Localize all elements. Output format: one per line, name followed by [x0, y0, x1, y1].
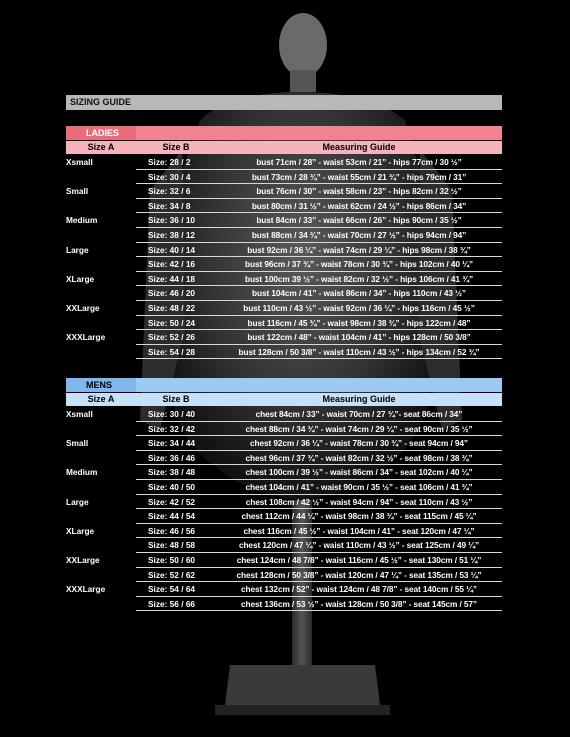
measuring-guide-cell: chest 128cm / 50 3/8” - waist 120cm / 47 ¼” - seat 135cm / 53 ¼”	[236, 569, 482, 580]
size-b-cell: Size: 30 / 4	[148, 171, 191, 182]
table-row	[66, 407, 502, 422]
measuring-guide-cell: bust 128cm / 50 3/8” - waist 110cm / 43 ½” - hips 134cm / 52 ¾”	[238, 346, 480, 357]
size-a-cell: Large	[66, 496, 89, 507]
size-b-cell: Size: 38 / 48	[148, 467, 196, 478]
table-row	[66, 184, 502, 199]
size-b-cell: Size: 42 / 16	[148, 259, 196, 270]
size-b-cell: Size: 42 / 52	[148, 496, 196, 507]
size-a-cell: Small	[66, 186, 89, 197]
measuring-guide-cell: chest 136cm / 53 ½” - waist 128cm / 50 3/8” - seat 145cm / 57”	[241, 598, 477, 609]
measuring-guide-cell: bust 122cm / 48” - waist 104cm / 41” - hips 128cm / 50 3/8”	[247, 332, 471, 343]
size-a-cell: Medium	[66, 467, 98, 478]
table-row	[66, 582, 502, 597]
table-row	[66, 330, 502, 345]
size-a-cell: Xsmall	[66, 409, 93, 419]
table-row	[66, 568, 502, 583]
size-b-cell: Size: 36 / 46	[148, 452, 196, 463]
table-row	[66, 553, 502, 568]
table-row	[66, 243, 502, 258]
size-a-cell: Small	[66, 438, 89, 449]
measuring-guide-cell: chest 132cm / 52” - waist 124cm / 48 7/8” - seat 140cm / 55 ¼”	[241, 584, 477, 595]
measuring-guide-cell: chest 116cm / 45 ½” - waist 104cm / 41” - seat 120cm / 47 ¼”	[243, 525, 475, 536]
size-b-cell: Size: 44 / 18	[148, 273, 196, 284]
measuring-guide-cell: chest 112cm / 44 ¼” - waist 98cm / 38 ¾” - seat 115cm / 45 ¼”	[241, 511, 477, 522]
table-row	[66, 155, 502, 170]
header-size-a: Size A	[87, 142, 115, 152]
table-row	[66, 495, 502, 510]
table-row	[66, 480, 502, 495]
measuring-guide-cell: chest 120cm / 47 ¼” - waist 110cm / 43 ½” - seat 125cm / 49 ¼”	[238, 540, 480, 551]
size-b-cell: Size: 30 / 40	[148, 409, 196, 419]
size-b-cell: Size: 28 / 2	[148, 157, 191, 167]
size-b-cell: Size: 32 / 42	[148, 423, 196, 434]
measuring-guide-cell: bust 76cm / 30” - waist 58cm / 23” - hips 82cm / 32 ½”	[256, 186, 462, 197]
table-row	[66, 228, 502, 243]
size-b-cell: Size: 32 / 6	[148, 186, 191, 197]
measuring-guide-cell: chest 84cm / 33” - waist 70cm / 27 ¾”- seat 86cm / 34”	[255, 409, 463, 419]
table-row	[66, 422, 502, 437]
row-divider	[136, 358, 502, 359]
size-b-cell: Size: 46 / 20	[148, 288, 196, 299]
measuring-guide-cell: chest 104cm / 41” - waist 90cm / 35 ½” - seat 106cm / 41 ¾”	[245, 482, 473, 492]
measuring-guide-cell: chest 100cm / 39 ½” - waist 86cm / 34” - seat 102cm / 40 ¼”	[245, 467, 473, 478]
size-b-cell: Size: 46 / 56	[148, 525, 196, 536]
header-size-a: Size A	[87, 394, 115, 404]
size-a-cell: XXXLarge	[66, 332, 106, 343]
measuring-guide-cell: bust 110cm / 43 ½” - waist 92cm / 36 ¼” - hips 116cm / 45 ½”	[243, 303, 475, 313]
row-divider	[136, 610, 502, 611]
mens-table-header	[66, 393, 502, 406]
table-row	[66, 170, 502, 185]
measuring-guide-cell: bust 116cm / 45 ¾” - waist 98cm / 38 ¾” - hips 122cm / 48”	[247, 317, 471, 328]
size-a-cell: Large	[66, 244, 89, 255]
measuring-guide-cell: bust 84cm / 33” - waist 66cm / 26” - hips 90cm / 35 ½”	[256, 215, 462, 226]
size-a-cell: XLarge	[66, 273, 95, 284]
size-b-cell: Size: 40 / 50	[148, 482, 196, 492]
size-a-cell: XXLarge	[66, 303, 100, 313]
size-b-cell: Size: 36 / 10	[148, 215, 196, 226]
size-b-cell: Size: 34 / 8	[148, 200, 191, 211]
size-b-cell: Size: 34 / 44	[148, 438, 196, 449]
ladies-section-label: LADIES	[86, 128, 120, 138]
table-row	[66, 257, 502, 272]
size-b-cell: Size: 56 / 66	[148, 598, 196, 609]
table-row	[66, 436, 502, 451]
size-b-cell: Size: 54 / 28	[148, 346, 196, 357]
size-b-cell: Size: 54 / 64	[148, 584, 196, 595]
table-row	[66, 509, 502, 524]
ladies-section-bar	[66, 126, 502, 140]
measuring-guide-cell: bust 104cm / 41” - waist 86cm / 34” - hips 110cm / 43 ½”	[252, 288, 466, 299]
size-b-cell: Size: 38 / 12	[148, 230, 196, 240]
table-row	[66, 451, 502, 466]
size-b-cell: Size: 52 / 26	[148, 332, 196, 343]
size-a-cell: Medium	[66, 215, 98, 226]
measuring-guide-cell: chest 108cm / 42 ½” - waist 94cm / 94” - seat 110cm / 43 ½”	[245, 496, 473, 507]
measuring-guide-cell: bust 73cm / 28 ¾” - waist 55cm / 21 ¾” - hips 79cm / 31”	[251, 171, 467, 182]
measuring-guide-cell: bust 96cm / 37 ¾” - waist 78cm / 30 ¾” - hips 102cm / 40 ¼”	[245, 259, 473, 270]
mens-section-bar	[66, 378, 502, 392]
header-size-b: Size B	[162, 394, 190, 404]
mens-section-label: MENS	[86, 380, 113, 390]
measuring-guide-cell: bust 88cm / 34 ¾” - waist 70cm / 27 ½” - hips 94cm / 94”	[251, 230, 467, 240]
size-a-cell: XXXLarge	[66, 584, 106, 595]
table-row	[66, 538, 502, 553]
size-b-cell: Size: 50 / 24	[148, 317, 196, 328]
table-row	[66, 301, 502, 316]
size-b-cell: Size: 48 / 22	[148, 303, 196, 313]
table-row	[66, 286, 502, 301]
header-measuring-guide: Measuring Guide	[322, 394, 396, 404]
table-row	[66, 213, 502, 228]
size-a-cell: XLarge	[66, 525, 95, 536]
sizing-guide-title: SIZING GUIDE	[66, 95, 502, 110]
measuring-guide-cell: bust 92cm / 36 ¼” - waist 74cm / 29 ¼” - hips 98cm / 38 ¾”	[247, 244, 471, 255]
table-row	[66, 345, 502, 360]
measuring-guide-cell: chest 96cm / 37 ¾” - waist 82cm / 32 ½” - seat 98cm / 38 ¾”	[245, 452, 473, 463]
table-row	[66, 199, 502, 214]
measuring-guide-cell: chest 88cm / 34 ¾” - waist 74cm / 29 ¼” - seat 90cm / 35 ½”	[245, 423, 473, 434]
table-row	[66, 465, 502, 480]
measuring-guide-cell: chest 92cm / 36 ¼” - waist 78cm / 30 ¾” - seat 94cm / 94”	[250, 438, 468, 449]
size-b-cell: Size: 40 / 14	[148, 244, 196, 255]
size-b-cell: Size: 44 / 54	[148, 511, 196, 522]
size-a-cell: Xsmall	[66, 157, 93, 167]
size-b-cell: Size: 48 / 58	[148, 540, 196, 551]
table-row	[66, 316, 502, 331]
size-b-cell: Size: 52 / 62	[148, 569, 196, 580]
measuring-guide-cell: bust 71cm / 28” - waist 53cm / 21” - hips 77cm / 30 ½”	[256, 157, 462, 167]
table-row	[66, 597, 502, 612]
table-row	[66, 524, 502, 539]
size-a-cell: XXLarge	[66, 555, 100, 565]
table-row	[66, 272, 502, 287]
measuring-guide-cell: bust 100cm 39 ½” - waist 82cm / 32 ½” - hips 106cm / 41 ¾”	[244, 273, 473, 284]
measuring-guide-cell: chest 124cm / 48 7/8” - waist 116cm / 45 ½” - seat 130cm / 51 ¼”	[236, 555, 482, 565]
measuring-guide-cell: bust 80cm / 31 ½” - waist 62cm / 24 ½” - hips 86cm / 34”	[251, 200, 467, 211]
header-measuring-guide: Measuring Guide	[322, 142, 396, 152]
header-size-b: Size B	[162, 142, 190, 152]
size-b-cell: Size: 50 / 60	[148, 555, 196, 565]
ladies-table-header	[66, 141, 502, 154]
